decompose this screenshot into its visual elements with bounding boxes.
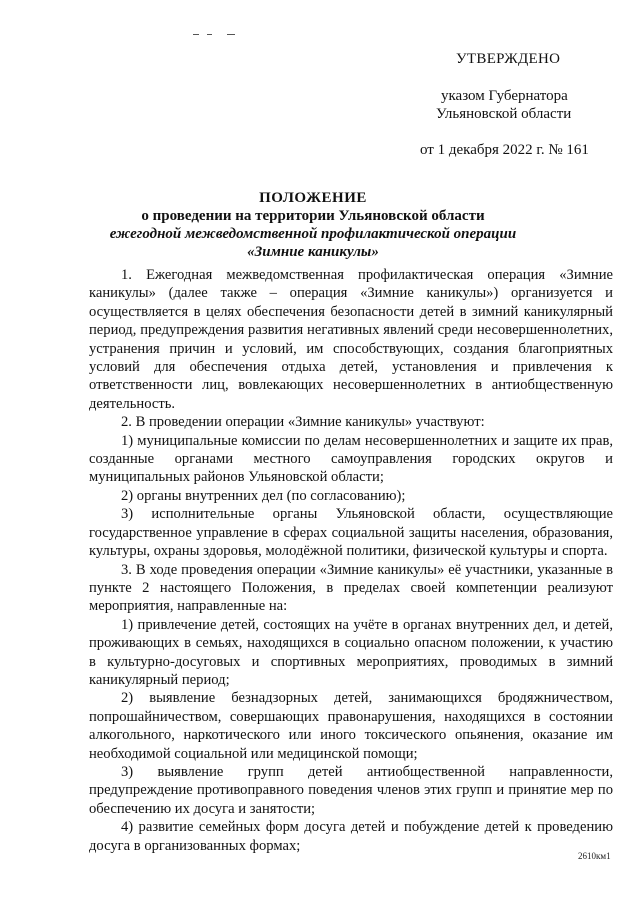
- paragraph: 2. В проведении операции «Зимние каникулы» участвуют:: [121, 414, 485, 431]
- approved-label: УТВЕРЖДЕНО: [456, 51, 561, 67]
- decree-issuer-line2: Ульяновской области: [436, 106, 572, 122]
- paragraph: 4) развитие семейных форм досуга детей и побуждение детей к проведению досуга в организованных формах;: [89, 819, 613, 854]
- paragraph: 3) исполнительные органы Ульяновской области, осуществляющие государственное управление в сферах социальной защиты населения, образования, культуры, охраны здоровья, молодёжной политики, физической культуры и спорта.: [89, 506, 613, 560]
- paragraph: 1. Ежегодная межведомственная профилактическая операция «Зимние каникулы» (далее также – операция «Зимние каникулы») организуется и осуществляется в целях обеспечения безопасности детей в зимний каникулярный период, предупреждения развития негативных явлений среди несовершеннолетних, устранения причин и условий, им способствующих, создания благоприятных условий для обеспечения отдыха детей, установления и привлечения к ответственности лиц, вовлекающих несовершеннолетних в антиобщественную деятельность.: [89, 267, 613, 412]
- paragraph: 1) привлечение детей, состоящих на учёте в органах внутренних дел, и детей, проживающих в семьях, находящихся в социально опасном положении, к участию в культурно-досуговых и спортивных мероприятиях, проводимых в зимний каникулярный период;: [89, 616, 613, 688]
- document-body: [89, 266, 613, 855]
- paragraph: 2) органы внутренних дел (по согласованию);: [121, 487, 406, 504]
- title-line3: «Зимние каникулы»: [247, 244, 379, 260]
- decree-date: от 1 декабря 2022 г. № 161: [420, 142, 589, 158]
- title-line1: о проведении на территории Ульяновской области: [141, 208, 485, 224]
- scan-marks: [193, 32, 253, 38]
- decree-issuer-line1: указом Губернатора: [441, 88, 568, 104]
- title-main: ПОЛОЖЕНИЕ: [259, 190, 367, 206]
- paragraph: 3) выявление групп детей антиобщественной направленности, предупреждение противоправного поведения членов этих групп и принятие мер по обеспечению их досуга и занятости;: [89, 763, 613, 817]
- document-title: [80, 189, 546, 261]
- document-code: 2610км1: [578, 851, 611, 861]
- paragraph: 1) муниципальные комиссии по делам несовершеннолетних и защите их прав, созданные органами местного самоуправления городских округов и муниципальных районов Ульяновской области;: [89, 432, 613, 486]
- paragraph: 2) выявление безнадзорных детей, занимающихся бродяжничеством, попрошайничеством, совершающих правонарушения, находящихся в состоянии алкогольного, наркотического или иного токсического опьянения, оказание им необходимой социальной или медицинской помощи;: [89, 690, 613, 762]
- title-line2: ежегодной межведомственной профилактической операции: [109, 226, 517, 242]
- paragraph: 3. В ходе проведения операции «Зимние каникулы» её участники, указанные в пункте 2 настоящего Положения, в пределах своей компетенции реализуют мероприятия, направленные на:: [89, 561, 613, 615]
